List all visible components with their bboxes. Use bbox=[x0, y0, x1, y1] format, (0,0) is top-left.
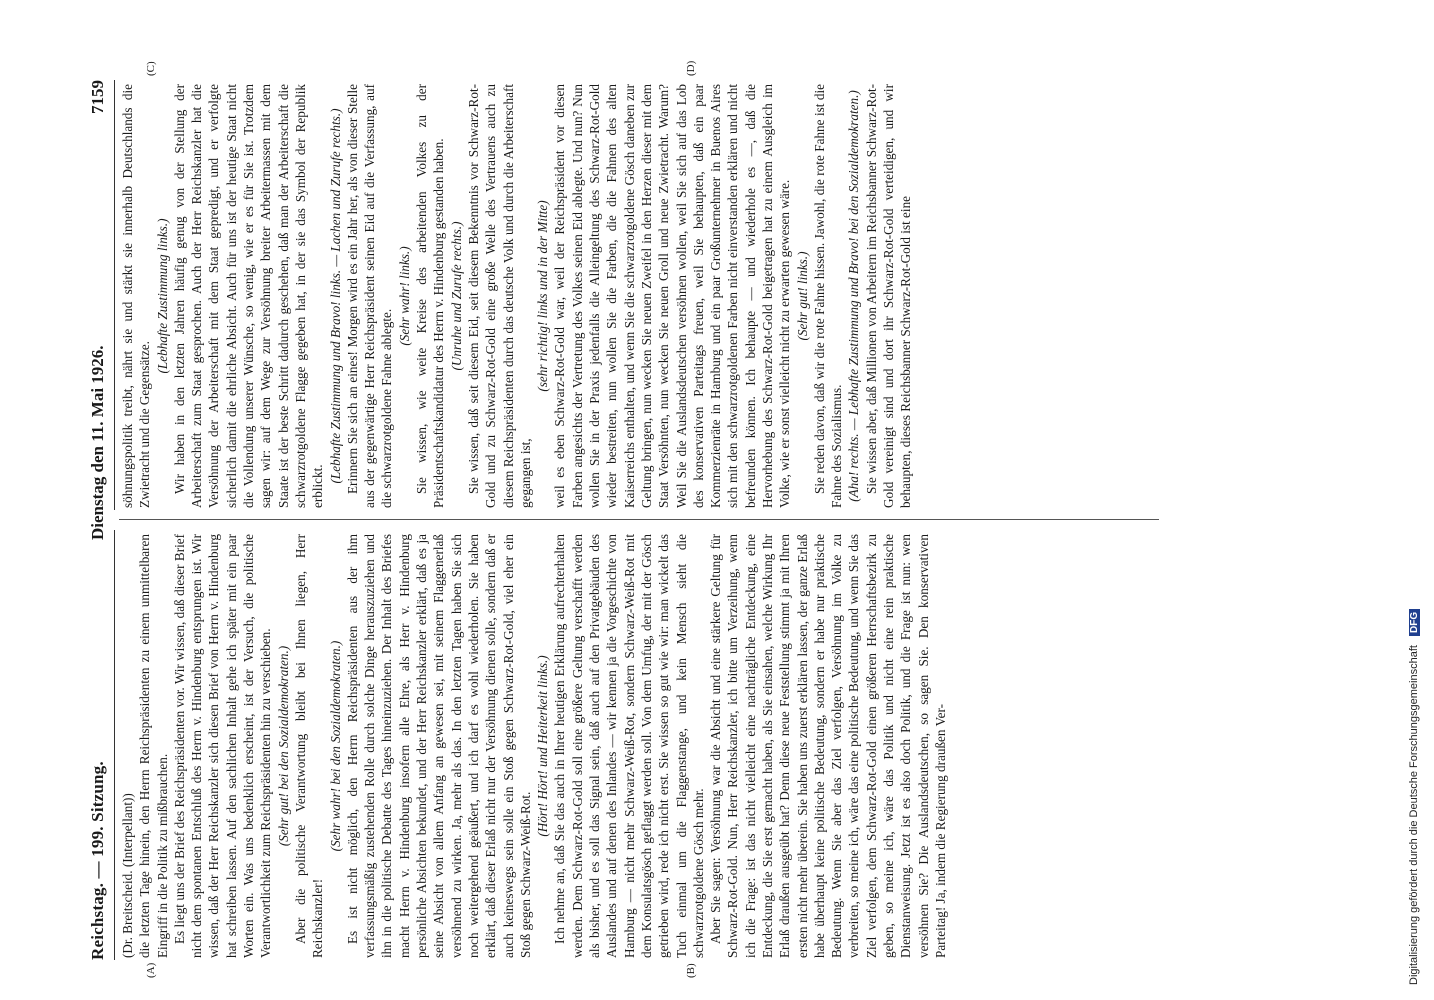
paragraph: Erinnern Sie sich an eines! Morgen wird es ein Jahr her, als von dieser Stelle aus der gegenwärtige Herr Reichspräsident seinen Eid auf die Verfassung, auf die schwarzrotgoldene Fahne ablegte. bbox=[344, 84, 395, 508]
header-rule-left bbox=[114, 530, 115, 960]
paragraph: Es ist nicht möglich, den Herrn Reichspräsidenten aus der ihm verfassungsmäßig zustehenden Rolle durch solche Dinge herauszuziehen und ihn in die politische Debatte des Tages hineinzuziehen. Der Inhalt des Briefes macht Herrn v. Hindenburg insofern alle Ehre, als Herr v. Hindenburg persönliche Absichten bekundet, und der Herr Reichskanzler erklärt, daß es ja seine Absicht von allem Anfang an gewesen sei, mit seinem Flaggenerlaß versöhnend zu wirken. Ja, mehr als das. In den letzten Tagen haben Sie sich noch weitergehend geäußert, und ich darf es wohl wiederholen. Sie haben erklärt, daß dieser Erlaß nicht nur der Versöhnung dienen solle, sondern daß er auch keineswegs sein solle ein Stoß gegen Schwarz-Rot-Gold, viel eher ein Stoß gegen Schwarz-Weiß-Rot. bbox=[344, 534, 533, 958]
paragraph: Sie wissen, daß seit diesem Eid, seit diesem Bekenntnis vor Schwarz-Rot-Gold und zu Schwarz-Rot-Gold eine große Welle des Vertrauens auch zu diesem Reichspräsidenten durch das deutsche Volk und durch die Arbeiterschaft gegangen ist, bbox=[465, 84, 533, 508]
paragraph: weil es eben Schwarz-Rot-Gold war, weil der Reichspräsident vor diesen Farben angesichts der Vertretung des Volkes seinen Eid ablegte. Und nun? Nun wollen Sie in der Praxis jedenfalls die Alleingeltung des Schwarz-Rot-Gold wieder bestreiten, nun wollen Sie die Farben, die die Fahnen des alten Kaiserreichs enthalten, und wenn Sie die schwarzrotgoldene Gösch daneben zur Geltung bringen, nun wecken Sie neuen Zweifel in den Herzen dieser mit dem Staat Versöhnten, nun wecken Sie neuen Groll und neue Zwietracht. Warum? Weil Sie die Auslandsdeutschen versöhnen wollen, weil Sie sich auf das Lob des konservativen Parteitags freuen, weil Sie behaupten, daß ein paar Kommerzienräte in Hamburg und ein paar Großunternehmer in Buenos Aires sich mit den schwarzrotgoldenen Farben nicht einverstanden erklären und nicht befreunden können. Ich behaupte — und wiederhole es —, daß die Hervorhebung des Schwarz-Rot-Gold beigetragen hat zu einem Ausgleich im Volke, wie er sonst vielleicht nicht zu erwarten gewesen wäre. bbox=[552, 84, 793, 508]
margin-mark-d: (D) bbox=[685, 60, 697, 76]
margin-mark-b: (B) bbox=[685, 963, 697, 978]
interjection: (sehr richtig! links und in der Mitte) bbox=[535, 200, 551, 392]
interjection: (Sehr gut! links.) bbox=[794, 251, 810, 341]
margin-mark-c: (C) bbox=[145, 61, 157, 76]
paragraph: Aber die politische Verantwortung bleibt bei Ihnen liegen, Herr Reichskanzler! bbox=[292, 534, 326, 958]
dfg-funding-note bbox=[1408, 609, 1420, 985]
interjection: (Sehr wahr! bei den Sozialdemokraten.) bbox=[327, 640, 343, 852]
paragraph: Aber Sie sagen: Versöhnung war die Absicht und eine stärkere Geltung für Schwarz-Rot-Gold. Nun, Herr Reichskanzler, ich bitte um Verzeihung, wenn ich die Frage: ist das nicht vielleicht eine nachträgliche Entdeckung, eine Entdeckung, die Sie erst gemacht haben, als Sie einsahen, welche Wirkung Ihr Erlaß draußen ausgeübt hat? Denn diese neue Feststellung stimmt ja mit Ihren ersten nicht mehr überein. Sie haben uns zuerst erklären lassen, der ganze Erlaß habe überhaupt keine politische Bedeutung, sondern er habe nur praktische Bedeutung. Wenn Sie aber das Ziel verfolgen, Versöhnung im Volke zu verbreiten, so meine ich, wäre das eine politische Bedeutung, und wenn Sie das Ziel verfolgen, dem Schwarz-Rot-Gold einen größeren Herrschaftsbezirk zu geben, so meine ich, wäre das Politik und nicht eine rein praktische Dienstanweisung. Jetzt ist es also doch Politik, und die Frage ist nun: wen versöhnen Sie? Die Auslandsdeutschen, so sagen Sie. Den konservativen Parteitag! Ja, indem die Regierung draußen Ver- bbox=[708, 534, 948, 958]
header-rule-right bbox=[114, 80, 115, 510]
header-page-number: 7159 bbox=[88, 80, 107, 114]
paragraph: Sie wissen aber, daß Millionen von Arbeitern im Reichsbanner Schwarz-Rot-Gold vereinigt sind und dort ihr Schwarz-Rot-Gold verteidigen, und wir behaupten, dieses Reichsbanner Schwarz-Rot-Gold ist eine bbox=[863, 84, 914, 508]
left-text-column bbox=[119, 534, 1159, 958]
dfg-logo: DFG bbox=[1409, 609, 1420, 636]
paragraph: die letzten Tage hinein, den Herrn Reichspräsidenten zu einem unmittelbaren Eingriff in die Politik zu mißbrauchen. bbox=[137, 534, 170, 958]
interjection: (Sehr wahr! links.) bbox=[396, 246, 412, 346]
interjection: (Lebhafte Zustimmung und Bravo! links. — Lachen und Zurufe rechts.) bbox=[327, 108, 343, 484]
speaker-line: (Dr. Breitscheid. (Interpellant)) bbox=[120, 793, 135, 958]
column-separator bbox=[119, 519, 1159, 520]
header-date: Dienstag den 11. Mai 1926. bbox=[88, 345, 107, 540]
header-session: Reichstag. — 199. Sitzung. bbox=[88, 761, 107, 960]
page-header bbox=[85, 80, 111, 960]
paragraph: Wir haben in den letzten Jahren häufig genug von der Stellung der Arbeiterschaft zum Staat gesprochen. Auch der Herr Reichskanzler hat die Versöhnung der Arbeiterschaft mit dem Staat gepredigt, und er verfolgte sicherlich damit die ehrliche Absicht. Auch für uns ist der heutige Staat nicht die Vollendung unserer Wünsche, so wenig, wie er es für Sie ist. Trotzdem sagen wir: auf dem Wege zur Versöhnung breiter Arbeitermassen mit dem Staate ist der beste Schritt dadurch geschehen, daß man der Arbeiterschaft die schwarzrotgoldene Flagge gegeben hat, in der sie das Symbol der Republik erblickt. bbox=[171, 84, 326, 508]
paragraph: Sie wissen, wie weite Kreise des arbeitenden Volkes zu der Präsidentschaftskandidatur des Herrn v. Hindenburg gestanden haben. bbox=[414, 84, 447, 508]
interjection: (Hört! Hört! und Heiterkeit links.) bbox=[535, 655, 551, 837]
interjection: (Sehr gut! bei den Sozialdemokraten.) bbox=[275, 645, 291, 847]
right-text-column bbox=[119, 84, 1159, 508]
rotated-document-page bbox=[85, 60, 1170, 978]
paragraph: Es liegt uns der Brief des Reichspräsidenten vor. Wir wissen, daß dieser Brief nicht dem spontanen Entschluß des Herrn v. Hindenburg entsprungen ist. Wir wissen, daß der Herr Reichskanzler sich diesen Brief von Herrn v. Hindenburg hat schreiben lassen. Auf den sachlichen Inhalt gehe ich später mit ein paar Worten ein. Was uns bedenklich erscheint, ist der Versuch, die politische Verantwortlichkeit zum Reichspräsidenten hin zu verschieben. bbox=[171, 534, 274, 958]
paragraph: Ich nehme an, daß Sie das auch in Ihrer heutigen Erklärung aufrechterhalten werden. Dem Schwarz-Rot-Gold soll eine größere Geltung verschafft werden als bisher, und es soll das Signal sein, daß auch auf den Privatgebäuden des Auslandes und auf denen des Inlandes — wir kennen ja die Vorgeschichte von Hamburg — nicht mehr Schwarz-Weiß-Rot, sondern Schwarz-Weiß-Rot mit dem Konsulatsgösch geflaggt werden soll. Von dem Umfug, der mit der Gösch getrieben wird, rede ich nicht erst. Sie wissen so gut wie wir: man wickelt das Tuch einmal um die Flaggenstange, und kein Mensch sieht die schwarzrotgoldene Gösch mehr. bbox=[552, 534, 706, 958]
dfg-funding-text: Digitalisierung gefördert durch die Deutsche Forschungsgemeinschaft bbox=[1408, 645, 1420, 985]
interjection: (Aha! rechts. — Lebhafte Zustimmung und Bravo! bei den Sozialdemokraten.) bbox=[846, 90, 862, 502]
paragraph: söhnungspolitik treibt, nährt sie und stärkt sie innerhalb Deutschlands die Zwietracht und die Gegensätze. bbox=[120, 84, 153, 508]
interjection: (Unruhe und Zurufe rechts.) bbox=[448, 221, 464, 371]
paragraph: Sie reden davon, daß wir die rote Fahne hissen. Jawohl, die rote Fahne ist die Fahne des Sozialismus. bbox=[811, 84, 845, 508]
margin-mark-a: (A) bbox=[145, 962, 157, 978]
interjection: (Lebhafte Zustimmung links.) bbox=[154, 218, 170, 374]
